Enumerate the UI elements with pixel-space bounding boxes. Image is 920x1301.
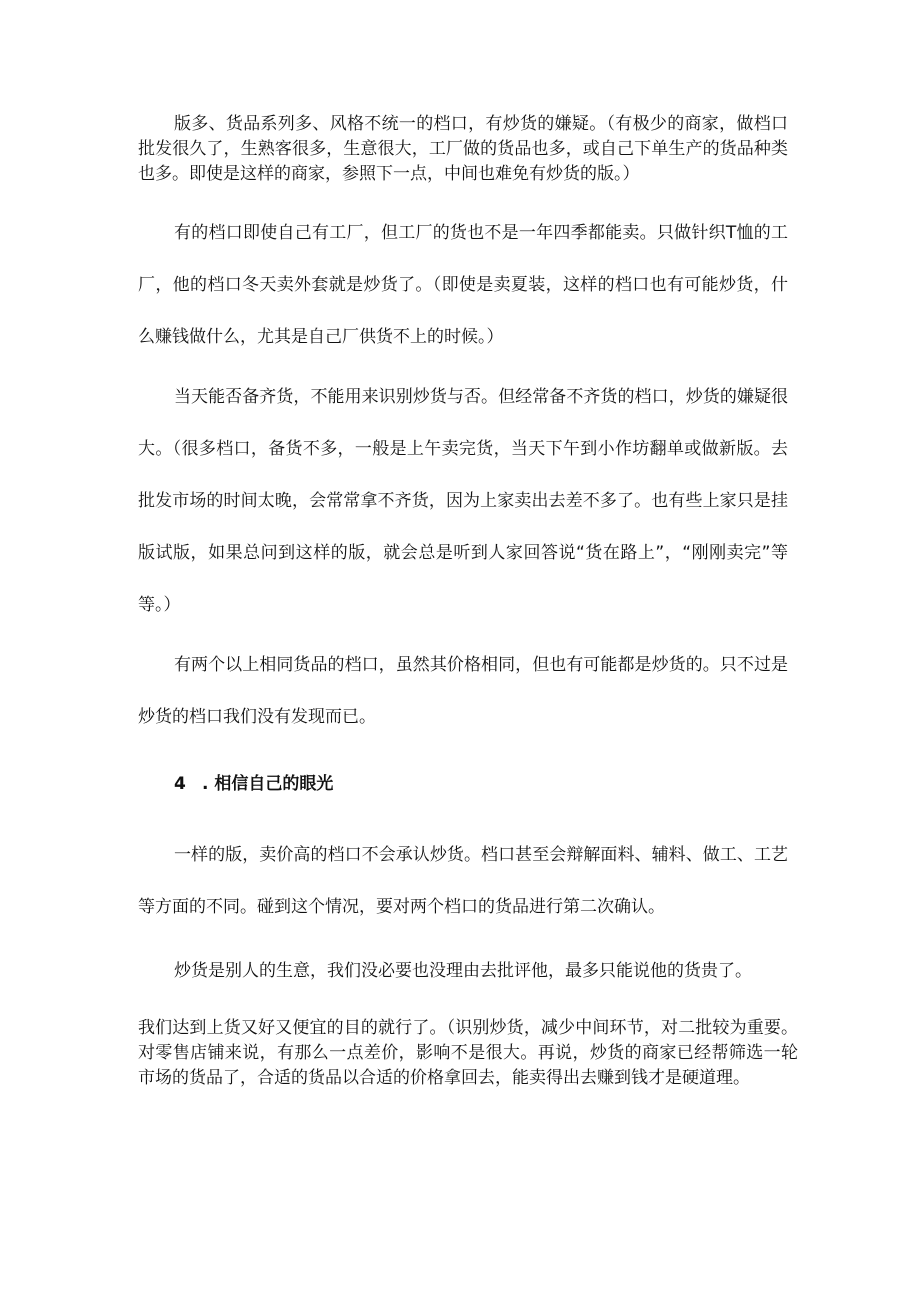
section-title: . 相信自己的眼光 <box>202 774 334 794</box>
paragraph-same-goods: 有两个以上相同货品的档口，虽然其价格相同，但也有可能都是炒货的。只不过是炒货的档口我们没有发现而已。 <box>138 655 788 727</box>
paragraph-conclusion: 我们达到上货又好又便宜的目的就行了。（识别炒货，减少中间环节，对二批较为重要。对零售店铺来说，有那么一点差价，影响不是很大。再说，炒货的商家已经帮筛选一轮市场的货品了，合适的货品以合适的价格拿回去，能卖得出去赚到钱才是硬道理。 <box>138 1018 798 1088</box>
section-heading <box>174 766 333 802</box>
paragraph-style-variety: 版多、货品系列多、风格不统一的档口，有炒货的嫌疑。（有极少的商家，做档口批发很久了，生熟客很多，生意很大，工厂做的货品也多，或自己下单生产的货品种类也多。即使是这样的商家，参照下一点，中间也难免有炒货的版。） <box>138 114 788 184</box>
paragraph-price-difference: 一样的版，卖价高的档口不会承认炒货。档口甚至会辩解面料、辅料、做工、工艺等方面的不同。碰到这个情况，要对两个档口的货品进行第二次确认。 <box>138 845 788 917</box>
paragraph-no-criticism: 炒货是别人的生意，我们没必要也没理由去批评他，最多只能说他的货贵了。 <box>174 961 752 981</box>
paragraph-factory-season: 有的档口即使自己有工厂，但工厂的货也不是一年四季都能卖。只做针织T恤的工厂，他的档口冬天卖外套就是炒货了。（即使是卖夏装，这样的档口也有可能炒货，什么赚钱做什么，尤其是自己厂供货不上的时候。） <box>138 223 788 347</box>
section-number: 4 <box>174 774 186 794</box>
paragraph-stock-availability: 当天能否备齐货，不能用来识别炒货与否。但经常备不齐货的档口，炒货的嫌疑很大。（很多档口，备货不多，一般是上午卖完货，当天下午到小作坊翻单或做新版。去批发市场的时间太晚，会常常拿不齐货，因为上家卖出去差不多了。也有些上家只是挂版试版，如果总问到这样的版，就会总是听到人家回答说“货在路上”，“刚刚卖完”等等。） <box>138 387 788 615</box>
